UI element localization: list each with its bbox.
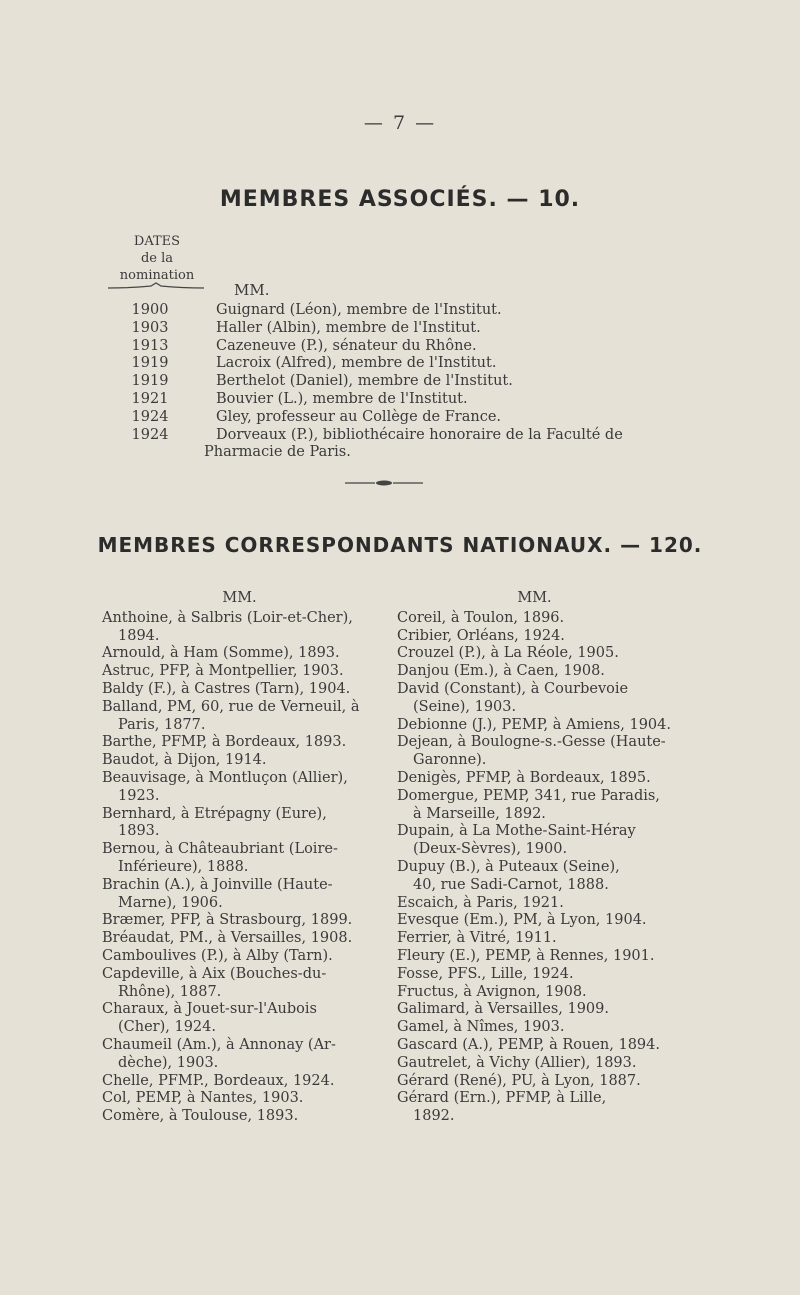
associate-name: Cazeneuve (P.), sénateur du Rhône.: [216, 337, 477, 354]
entry-line: Arnould, à Ham (Somme), 1893.: [102, 645, 340, 662]
correspondent-entry: [397, 948, 672, 966]
correspondent-entry: [397, 895, 672, 913]
entry-line: Baudot, à Dijon, 1914.: [102, 752, 267, 769]
correspondents-heading: MEMBRES CORRESPONDANTS NATIONAUX. — 120.: [97, 533, 703, 557]
correspondent-entry: [102, 734, 377, 752]
associate-row: [110, 355, 680, 373]
dates-caption-line: DATES: [133, 234, 181, 249]
correspondent-entry: [102, 610, 377, 646]
entry-line: Dupain, à La Mothe-Saint-Héray: [397, 823, 636, 840]
correspondent-entry: [397, 788, 672, 824]
associate-name: Bouvier (L.), membre de l'Institut.: [216, 390, 468, 407]
associate-name: Dorveaux (P.), bibliothécaire honoraire de la Faculté de: [216, 426, 623, 443]
associate-row: [110, 391, 680, 409]
correspondent-entry: [397, 912, 672, 930]
dates-caption-line: nomination: [119, 268, 195, 283]
entry-line-continuation: 1894.: [118, 627, 160, 644]
entry-line: Debionne (J.), PEMP, à Amiens, 1904.: [397, 716, 671, 733]
correspondent-entry: [397, 1055, 672, 1073]
entry-line: Ferrier, à Vitré, 1911.: [397, 930, 557, 947]
associate-name: Berthelot (Daniel), membre de l'Institut.: [216, 373, 513, 390]
correspondent-entry: [102, 699, 377, 735]
entry-line: Gérard (Ern.), PFMP, à Lille,: [397, 1090, 607, 1107]
entry-line: Gérard (René), PU, à Lyon, 1887.: [397, 1072, 641, 1089]
entry-line-continuation: 1923.: [118, 787, 160, 804]
nomination-year: 1924: [131, 426, 169, 443]
associate-row: [110, 302, 680, 320]
correspondents-left-column: [102, 590, 377, 1126]
entry-line-continuation: à Marseille, 1892.: [413, 805, 546, 822]
entry-line: Brachin (A.), à Joinville (Haute-: [102, 876, 333, 893]
entry-line-continuation: 40, rue Sadi-Carnot, 1888.: [413, 876, 609, 893]
associate-row: [110, 427, 680, 445]
correspondent-entry: [397, 663, 672, 681]
correspondent-entry: [102, 912, 377, 930]
entry-line-continuation: 1893.: [118, 823, 160, 840]
section-divider: [345, 480, 423, 486]
entry-line: Chaumeil (Am.), à Annonay (Ar-: [102, 1036, 336, 1053]
entry-line: Astruc, PFP, à Montpellier, 1903.: [102, 663, 344, 680]
correspondent-entry: [397, 645, 672, 663]
nomination-year: 1919: [131, 373, 169, 390]
entry-line: Evesque (Em.), PM, à Lyon, 1904.: [397, 912, 647, 929]
entry-line: Gautrelet, à Vichy (Allier), 1893.: [397, 1054, 637, 1071]
entry-line: David (Constant), à Courbevoie: [397, 680, 629, 697]
correspondent-entry: [397, 681, 672, 717]
associate-name-continuation: Pharmacie de Paris.: [204, 444, 351, 461]
entry-line: Beauvisage, à Montluçon (Allier),: [102, 769, 348, 786]
associates-mm: MM.: [234, 281, 270, 299]
nomination-year: 1924: [131, 408, 169, 425]
entry-line: Danjou (Em.), à Caen, 1908.: [397, 663, 605, 680]
nomination-year: 1919: [131, 355, 169, 372]
correspondent-entry: [397, 1019, 672, 1037]
entry-line: Gascard (A.), PEMP, à Rouen, 1894.: [397, 1036, 660, 1053]
entry-line: Capdeville, à Aix (Bouches-du-: [102, 965, 327, 982]
associate-row-continuation: [110, 444, 680, 462]
nomination-year: 1913: [131, 337, 169, 354]
correspondent-entry: [397, 717, 672, 735]
associate-row: [110, 373, 680, 391]
correspondent-entry: [397, 1001, 672, 1019]
associate-row: [110, 320, 680, 338]
correspondent-entry: [397, 770, 672, 788]
associate-row: [110, 409, 680, 427]
column-mm: MM.: [517, 590, 552, 606]
entry-line-continuation: Garonne).: [413, 752, 487, 769]
correspondent-entry: [102, 663, 377, 681]
correspondent-entry: [397, 1037, 672, 1055]
page-number: — 7 —: [363, 112, 437, 134]
entry-line: Barthe, PFMP, à Bordeaux, 1893.: [102, 734, 347, 751]
correspondent-entry: [102, 930, 377, 948]
correspondent-entry: [102, 1001, 377, 1037]
entry-line: Coreil, à Toulon, 1896.: [397, 609, 565, 626]
associate-name: Guignard (Léon), membre de l'Institut.: [216, 302, 502, 318]
correspondent-entry: [397, 1073, 672, 1091]
entry-line: Denigès, PFMP, à Bordeaux, 1895.: [397, 769, 651, 786]
entry-line: Bernhard, à Etrépagny (Eure),: [102, 805, 327, 822]
nomination-year: 1903: [131, 319, 169, 336]
entry-line: Crouzel (P.), à La Réole, 1905.: [397, 645, 619, 662]
entry-line: Chelle, PFMP., Bordeaux, 1924.: [102, 1072, 335, 1089]
entry-line: Fosse, PFS., Lille, 1924.: [397, 965, 574, 982]
entry-line-continuation: dèche), 1903.: [118, 1054, 219, 1071]
entry-line-continuation: (Cher), 1924.: [118, 1019, 216, 1036]
correspondent-entry: [397, 610, 672, 628]
dates-caption-line: de la: [140, 251, 174, 266]
entry-line: Bernou, à Châteaubriant (Loire-: [102, 841, 338, 858]
correspondent-entry: [102, 1037, 377, 1073]
associate-name: Haller (Albin), membre de l'Institut.: [216, 319, 481, 336]
correspondent-entry: [102, 948, 377, 966]
correspondents-right-column: [397, 590, 672, 1126]
entry-line-continuation: Marne), 1906.: [118, 894, 223, 911]
correspondent-entry: [397, 930, 672, 948]
correspondent-entry: [102, 645, 377, 663]
column-mm: MM.: [222, 590, 257, 606]
correspondent-entry: [102, 966, 377, 1002]
entry-line-continuation: Paris, 1877.: [118, 716, 206, 733]
entry-line: Comère, à Toulouse, 1893.: [102, 1108, 299, 1125]
associate-name: Lacroix (Alfred), membre de l'Institut.: [216, 355, 497, 372]
entry-line: Escaich, à Paris, 1921.: [397, 894, 564, 911]
correspondent-entry: [102, 1108, 377, 1126]
entry-line: Balland, PM, 60, rue de Verneuil, à: [102, 698, 360, 715]
entry-line: Dupuy (B.), à Puteaux (Seine),: [397, 858, 620, 875]
correspondent-entry: [102, 841, 377, 877]
entry-line: Col, PEMP, à Nantes, 1903.: [102, 1090, 304, 1107]
entry-line: Anthoine, à Salbris (Loir-et-Cher),: [102, 609, 353, 626]
correspondent-entry: [397, 966, 672, 984]
entry-line: Galimard, à Versailles, 1909.: [397, 1001, 609, 1018]
correspondent-entry: [102, 752, 377, 770]
associates-list: [110, 302, 680, 462]
entry-line: Fleury (E.), PEMP, à Rennes, 1901.: [397, 947, 655, 964]
dates-caption: [110, 233, 204, 284]
entry-line: Baldy (F.), à Castres (Tarn), 1904.: [102, 680, 351, 697]
entry-line-continuation: Inférieure), 1888.: [118, 858, 249, 875]
associates-heading: MEMBRES ASSOCIÉS. — 10.: [219, 187, 581, 212]
entry-line-continuation: Rhône), 1887.: [118, 983, 222, 1000]
correspondent-entry: [102, 1090, 377, 1108]
correspondent-entry: [102, 1073, 377, 1091]
correspondent-entry: [102, 681, 377, 699]
entry-line: Charaux, à Jouet-sur-l'Aubois: [102, 1001, 317, 1018]
correspondent-entry: [397, 734, 672, 770]
entry-line: Dejean, à Boulogne-s.-Gesse (Haute-: [397, 734, 666, 751]
entry-line-continuation: 1892.: [413, 1108, 455, 1125]
entry-line-continuation: (Seine), 1903.: [413, 698, 517, 715]
associate-row: [110, 338, 680, 356]
correspondent-entry: [102, 877, 377, 913]
entry-line-continuation: (Deux-Sèvres), 1900.: [413, 841, 568, 858]
correspondent-entry: [397, 984, 672, 1002]
correspondent-entry: [397, 1090, 672, 1126]
brace-ornament: [106, 282, 206, 292]
correspondent-entry: [397, 628, 672, 646]
entry-line: Bræmer, PFP, à Strasbourg, 1899.: [102, 912, 353, 929]
nomination-year: 1921: [131, 390, 169, 407]
entry-line: Cribier, Orléans, 1924.: [397, 627, 565, 644]
entry-line: Bréaudat, PM., à Versailles, 1908.: [102, 930, 353, 947]
entry-line: Domergue, PEMP, 341, rue Paradis,: [397, 787, 660, 804]
correspondent-entry: [102, 770, 377, 806]
correspondent-entry: [397, 823, 672, 859]
correspondent-entry: [397, 859, 672, 895]
nomination-year: 1900: [131, 302, 169, 318]
entry-line: Camboulives (P.), à Alby (Tarn).: [102, 947, 333, 964]
correspondent-entry: [102, 806, 377, 842]
associate-name: Gley, professeur au Collège de France.: [216, 408, 502, 425]
entry-line: Fructus, à Avignon, 1908.: [397, 983, 587, 1000]
entry-line: Gamel, à Nîmes, 1903.: [397, 1019, 565, 1036]
